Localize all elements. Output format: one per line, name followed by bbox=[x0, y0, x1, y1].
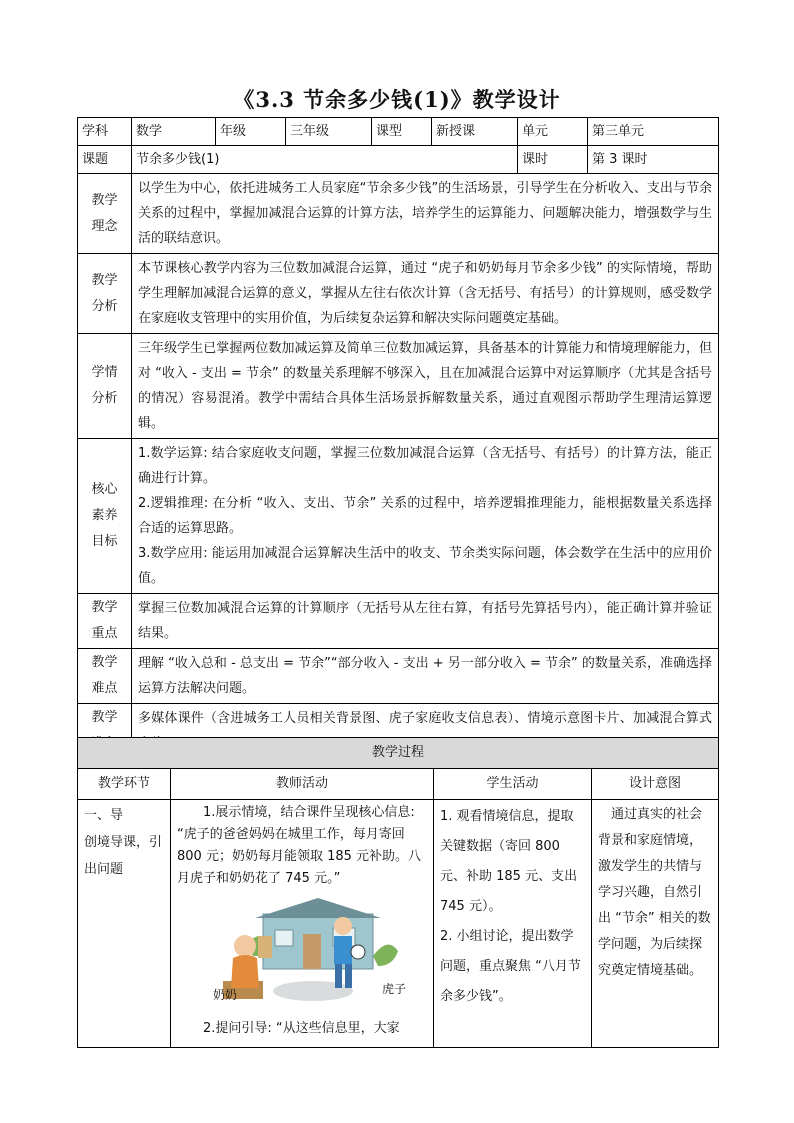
period-value: 第 3 课时 bbox=[588, 146, 719, 174]
process-table bbox=[77, 737, 719, 1048]
student-cell bbox=[434, 800, 592, 1048]
grade-value: 三年级 bbox=[286, 118, 372, 146]
subject-value: 数学 bbox=[132, 118, 216, 146]
concept-text: 以学生为中心，依托进城务工人员家庭“节余多少钱”的生活场景，引导学生在分析收入、支出与节余关系的过程中，掌握加减混合运算的计算方法，培养学生的运算能力、问题解决能力，增强数学与生活的联结意识。 bbox=[132, 174, 719, 254]
stage-title: 一、导 bbox=[84, 808, 124, 823]
unit-value: 第三单元 bbox=[588, 118, 719, 146]
difficulty-text: 理解 “收入总和 - 总支出 = 节余”“部分收入 - 支出 + 另一部分收入 = 节余” 的数量关系，准确选择运算方法解决问题。 bbox=[132, 649, 719, 704]
key-text: 掌握三位数加减混合运算的计算顺序（无括号从左往右算，有括号先算括号内），能正确计算并验证结果。 bbox=[132, 594, 719, 649]
prep-label: 教学 bbox=[78, 704, 132, 759]
type-label: 课型 bbox=[372, 118, 432, 146]
grade-label: 年级 bbox=[216, 118, 286, 146]
difficulty-label: 教学 难点 bbox=[78, 649, 132, 704]
period-label: 课时 bbox=[518, 146, 588, 174]
col-student: 学生活动 bbox=[434, 769, 592, 800]
goal-3: 3.数学应用: 能运用加减混合运算解决生活中的收支、节余类实际问题，体会数学在生活中的应用价值。 bbox=[138, 546, 712, 586]
intent-cell: 通过真实的社会背景和家庭情境，激发学生的共情与学习兴趣，自然引出 “节余” 相关的数学问题，为后续探究奠定情境基础。 bbox=[592, 800, 719, 1048]
page-title: 《3.3 节余多少钱(1)》教学设计 bbox=[233, 87, 561, 112]
prep-text: 多媒体课件（含进城务工人员相关背景图、虎子家庭收支信息表）、情境示意图卡片、加减混合算式 bbox=[132, 704, 719, 759]
student-activity-2: 2. 小组讨论，提出数学问题，重点聚焦 “八月节余多少钱”。 bbox=[440, 929, 581, 1004]
key-label: 教学 重点 bbox=[78, 594, 132, 649]
type-value: 新授课 bbox=[432, 118, 518, 146]
unit-label: 单元 bbox=[518, 118, 588, 146]
teacher-activity-1: 1.展示情境，结合课件呈现核心信息: “虎子的爸爸妈妈在城里工作，每月寄回 800 元；奶奶每月能领取 185 元补助。八月虎子和奶奶花了 745 元。” bbox=[177, 805, 422, 886]
teacher-activity-2: 2.提问引导: “从这些信息里，大家 bbox=[203, 1021, 400, 1036]
topic-label: 课题 bbox=[78, 146, 132, 174]
goals-label: 核心 素养 目标 bbox=[78, 439, 132, 594]
concept-label: 教学 理念 bbox=[78, 174, 132, 254]
stage-desc: 创境导课，引出问题 bbox=[84, 835, 163, 877]
col-intent: 设计意图 bbox=[592, 769, 719, 800]
subject-label: 学科 bbox=[78, 118, 132, 146]
stage-cell bbox=[78, 800, 171, 1048]
info-table bbox=[77, 117, 719, 759]
grandma-label: 奶奶 bbox=[213, 988, 238, 1002]
col-teacher: 教师活动 bbox=[171, 769, 434, 800]
col-stage: 教学环节 bbox=[78, 769, 171, 800]
goals-text bbox=[132, 439, 719, 594]
goal-2: 2.逻辑推理: 在分析 “收入、支出、节余” 关系的过程中，培养逻辑推理能力，能根据数量关系选择合适的运算思路。 bbox=[138, 496, 712, 536]
student-activity-1: 1. 观看情境信息，提取关键数据（寄回 800 元、补助 185 元、支出 745 元）。 bbox=[440, 809, 578, 914]
teacher-cell bbox=[171, 800, 434, 1048]
goal-1: 1.数学运算: 结合家庭收支问题，掌握三位数加减混合运算（含无括号、有括号）的计算方法，能正确进行计算。 bbox=[138, 446, 712, 486]
analysis-text: 本节课核心教学内容为三位数加减混合运算，通过 “虎子和奶奶每月节余多少钱” 的实际情境，帮助学生理解加减混合运算的意义，掌握从左往右依次计算（含无括号、有括号）的计算规则，感受数学在家庭收支管理中的实用价值，为后续复杂运算和解决实际问题奠定基础。 bbox=[132, 254, 719, 334]
learner-label: 学情 分析 bbox=[78, 334, 132, 439]
analysis-label: 教学 分析 bbox=[78, 254, 132, 334]
process-header: 教学过程 bbox=[78, 738, 719, 769]
learner-text: 三年级学生已掌握两位数加减运算及简单三位数加减运算，具备基本的计算能力和情境理解能力，但对 “收入 - 支出 = 节余” 的数量关系理解不够深入，且在加减混合运算中对运算顺序（尤其是含括号的情况）容易混淆。教学中需结合具体生活场景拆解数量关系，通过直观图示帮助学生理清运算逻辑。 bbox=[132, 334, 719, 439]
huzi-label: 虎子 bbox=[382, 982, 407, 996]
topic-value: 节余多少钱(1) bbox=[132, 146, 518, 174]
